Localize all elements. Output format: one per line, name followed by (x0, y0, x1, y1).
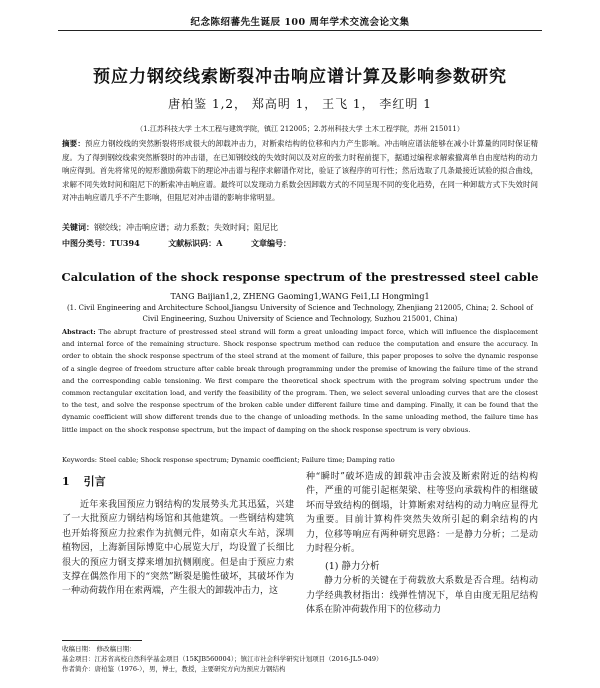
clc-label: 中图分类号： (62, 238, 110, 248)
article-number (251, 239, 291, 248)
english-abstract-text: The abrupt fracture of prestressed steel strand will form a great unloading impact force, which will influence the displacement and internal force of the remaining structure. Shock response spectrum method can reduce the computation and ensure the accuracy. In order to obtain the shock response spectrum of the steel strand at the moment of failure, this paper proposes to solve the dynamic response of a single degree of freedom structure after cable break through programming under the premise of knowing the failure time of the strand and the corresponding cable tensioning. We first compare the theoretical shock spectrum with the program solving spectrum under the common rectangular excitation load, and verify the feasibility of the program. Then, we select several unloading curves that are the closest to the test, and solve the response spectrum of the broken cable under different failure time and damping. Finally, it can be found that the dynamic coefficient will show different trends due to the change of unloading methods. In the same unloading method, the failure time has little impact on the shock response spectrum, but the impact of damping on the shock response spectrum is very obvious. (62, 328, 538, 434)
doc-code-value: A (216, 238, 223, 248)
clc-value: TU394 (110, 238, 140, 248)
chinese-keywords-label: 关键词： (62, 222, 94, 232)
english-authors: TANG Baijian1,2, ZHENG Gaoming1,WANG Fei1,LI Hongming1 (170, 292, 430, 301)
english-keywords-text: Steel cable; Shock response spectrum; Dynamic coefficient; Failure time; Damping ratio (99, 456, 395, 464)
intro-paragraph-3: 静力分析的关键在于荷载放大系数是否合理。结构动力学经典教材指出：线弹性情况下，单自由度无阻尼结构体系在阶冲荷载作用下的位移动力 (306, 576, 538, 616)
footnote-received: 收稿日期： 修改稿日期： (62, 645, 136, 653)
section-title: 引言 (83, 475, 106, 488)
chinese-title: 预应力钢绞线索断裂冲击响应谱计算及影响参数研究 (93, 67, 507, 87)
clc-number (62, 239, 140, 248)
footnotes (62, 644, 538, 674)
chinese-abstract-text: 预应力钢绞线的突然断裂将形成很大的卸载冲击力，对断索结构的位移和内力产生影响。冲击响应谱法能够在减小计算量的同时保证精度。为了得到钢绞线索突然断裂时的冲击谱，在已知钢绞线的失效时间以及对应的张力时程前提下，据通过编程求解索撤离单自由度结构的动力响应得到。首先将常见的短形激励荷载下的理论冲击谱与程序求解谱作对比，验证了该程序的可行性；然后选取了几条最接近试验的拟合曲线，求解不同失效时间和阻尼下的断索冲击响应谱。最终可以发现动力系数会因卸载方式的不同呈现不同的变化趋势，在同一种卸载方式下失效时间对冲击响应谱几乎不产生影响，但阻尼对冲击谱的影响非常明显。 (62, 139, 539, 203)
section-number: 1 (62, 475, 70, 488)
footnote-fund: 基金项目：江苏省高校自然科学基金项目（15KJB560004）；镇江市社会科学研究计划项目（2016-JL5-049） (62, 655, 383, 663)
doc-code-label: 文献标识码： (168, 238, 217, 248)
chinese-authors: 唐柏鉴 1,2， 郑高明 1， 王飞 1， 李红明 1 (168, 97, 432, 111)
footnote-author: 作者简介：唐柏鉴（1976-），男，博士，教授，主要研究方向为预应力钢结构 (62, 665, 286, 673)
english-abstract-label: Abstract: (62, 328, 96, 336)
running-header: 纪念陈绍蕃先生诞辰 100 周年学术交流会论文集 (190, 17, 410, 28)
english-title: Calculation of the shock response spectrum of the prestressed steel cable (61, 270, 539, 284)
english-keywords-label: Keywords: (62, 456, 97, 464)
chinese-abstract-label: 摘要： (62, 139, 86, 148)
classification-line (62, 238, 317, 249)
header-rule (58, 30, 542, 31)
english-keywords (62, 456, 538, 464)
chinese-affiliation: （1.江苏科技大学 土木工程与建筑学院，镇江 212005；2.苏州科技大学 土木工程学院，苏州 215011） (136, 125, 464, 133)
right-column (306, 470, 538, 618)
chinese-abstract (62, 137, 538, 205)
document-code (168, 239, 222, 248)
footnote-rule (62, 640, 142, 641)
article-no-label: 文章编号： (250, 238, 291, 248)
english-abstract (62, 326, 538, 436)
subheading-static-analysis: (1) 静力分析 (325, 561, 380, 573)
intro-paragraph-2: 种“瞬时”破坏造成的卸载冲击会波及断索附近的结构构件，严重的可能引起框架梁、柱等竖向承载构件的相继破坏而导致结构的倒塌，计算断索对结构的动力响应显得尤为重要。目前计算构件突然失效所引起的剩余结构的内力，位移等响应有两种研究思路：一是静力分析；二是动力时程分析。 (306, 472, 538, 555)
chinese-keywords-text: 钢绞线；冲击响应谱；动力系数；失效时间；阻尼比 (94, 223, 278, 232)
chinese-keywords (62, 222, 538, 233)
english-affiliation: (1. Civil Engineering and Architecture School,Jiangsu University of Science and Technology, Zhenjiang 212005, China; 2. School of Civil Engineering, Suzhou University of Science and Technology, Suzhou 215001, China) (66, 304, 534, 323)
intro-paragraph-1: 近年来我国预应力钢结构的发展势头尤其迅猛，兴建了一大批预应力钢结构场馆和其他建筑。一些钢结构建筑也开始将预应力拉索作为抗侧元件，如南京火车站，深圳植物园，上海新国际博览中心展览大厅，均设置了长细比很大的预应力钢支撑来增加抗侧刚度。但是由于预应力索支撑在偶然作用下的“突然”断裂是脆性破坏，其破坏作为一种动荷载作用在索两端，产生很大的卸载冲击力，这 (62, 500, 294, 597)
section-heading-introduction (62, 472, 294, 492)
left-column (62, 470, 294, 599)
